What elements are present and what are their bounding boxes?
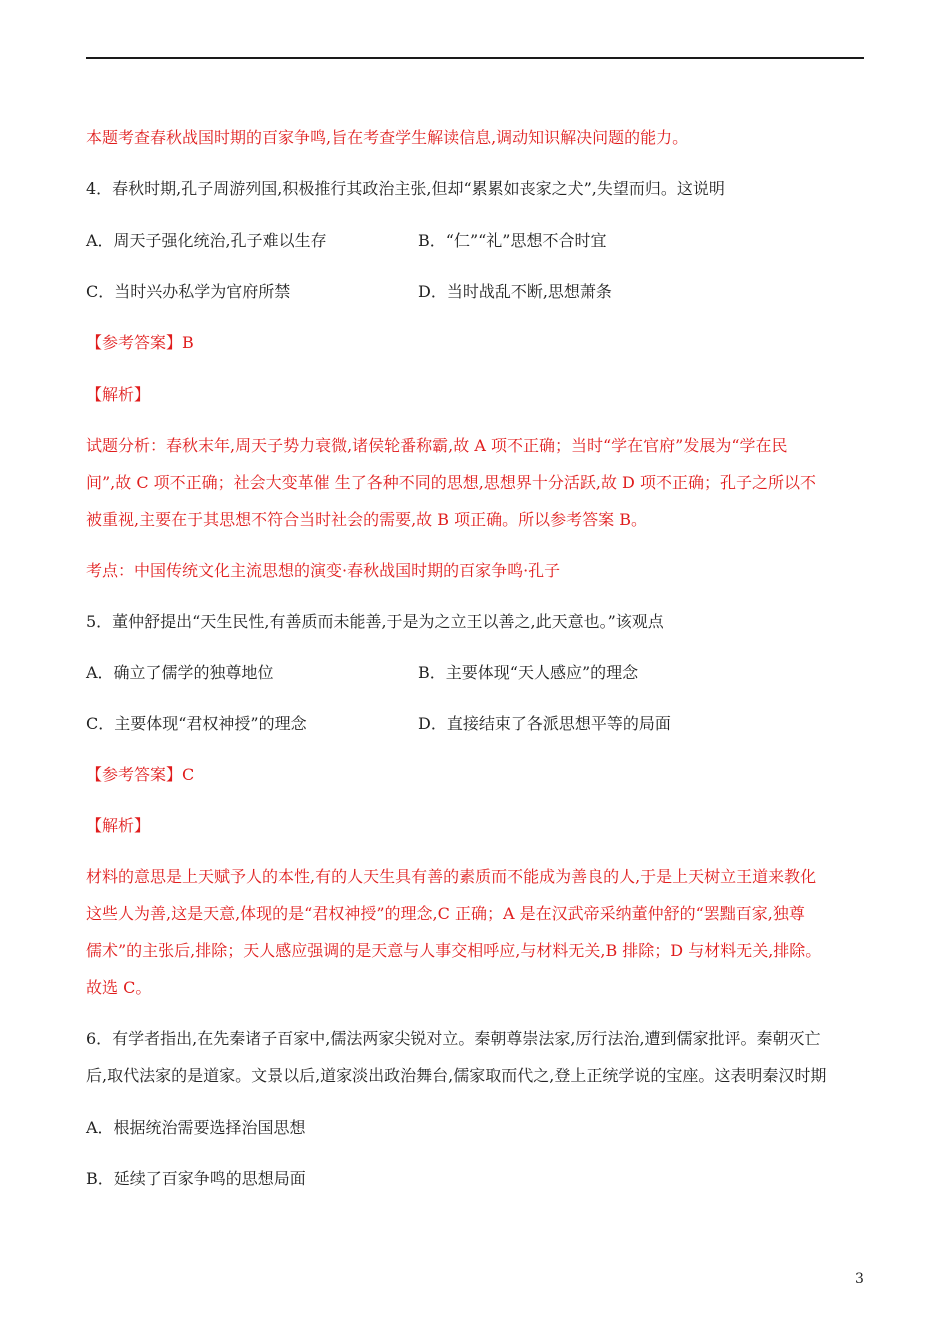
q5-analysis-line-4: 故选 C。	[86, 978, 152, 997]
q5-analysis-line-1: 材料的意思是上天赋予人的本性,有的人天生具有善的素质而不能成为善良的人,于是上天树立王道来教化	[86, 867, 817, 886]
page-number: 3	[855, 1271, 864, 1287]
q5-option-d: D．直接结束了各派思想平等的局面	[418, 714, 671, 733]
q4-option-d: D．当时战乱不断,思想萧条	[418, 282, 612, 301]
q4-analysis-line-3: 被重视,主要在于其思想不符合当时社会的需要,故 B 项正确。所以参考答案 B。	[86, 510, 647, 529]
q6-option-a: A．根据统治需要选择治国思想	[86, 1118, 306, 1137]
q5-option-c: C．主要体现“君权神授”的理念	[86, 714, 307, 733]
q4-stem: 4．春秋时期,孔子周游列国,积极推行其政治主张,但却“累累如丧家之犬”,失望而归。这说明	[86, 179, 725, 198]
header-rule	[86, 57, 864, 59]
q4-analysis-line-1: 试题分析：春秋末年,周天子势力衰微,诸侯轮番称霸,故 A 项不正确；当时“学在官府”发展为“学在民	[86, 436, 788, 455]
q5-answer: 【参考答案】C	[86, 765, 195, 784]
q4-answer: 【参考答案】B	[86, 333, 194, 352]
q5-option-a: A．确立了儒学的独尊地位	[86, 663, 274, 682]
q4-option-b: B．“仁”“礼”思想不合时宜	[418, 231, 607, 250]
q4-option-c: C．当时兴办私学为官府所禁	[86, 282, 291, 301]
q4-kaodian: 考点：中国传统文化主流思想的演变·春秋战国时期的百家争鸣·孔子	[86, 561, 561, 580]
q5-analysis-title: 【解析】	[86, 816, 151, 835]
q4-option-a: A．周天子强化统治,孔子难以生存	[86, 231, 327, 250]
q5-analysis-line-3: 儒术”的主张后,排除；天人感应强调的是天意与人事交相呼应,与材料无关,B 排除；D 与材料无关,排除。	[86, 941, 822, 960]
q6-stem-line-1: 6．有学者指出,在先秦诸子百家中,儒法两家尖锐对立。秦朝尊崇法家,厉行法治,遭到儒家批评。秦朝灭亡	[86, 1029, 821, 1048]
q4-analysis-line-2: 间”,故 C 项不正确；社会大变革催 生了各种不同的思想,思想界十分活跃,故 D 项不正确；孔子之所以不	[86, 473, 816, 492]
q5-stem: 5．董仲舒提出“天生民性,有善质而未能善,于是为之立王以善之,此天意也。”该观点	[86, 612, 664, 631]
q6-stem-line-2: 后,取代法家的是道家。文景以后,道家淡出政治舞台,儒家取而代之,登上正统学说的宝座。这表明秦汉时期	[86, 1066, 827, 1085]
intro-text: 本题考查春秋战国时期的百家争鸣,旨在考查学生解读信息,调动知识解决问题的能力。	[86, 128, 689, 147]
q5-option-b: B．主要体现“天人感应”的理念	[418, 663, 639, 682]
q6-option-b: B．延续了百家争鸣的思想局面	[86, 1169, 306, 1188]
q4-analysis-title: 【解析】	[86, 385, 151, 404]
q5-analysis-line-2: 这些人为善,这是天意,体现的是“君权神授”的理念,C 正确；A 是在汉武帝采纳董仲舒的“罢黜百家,独尊	[86, 904, 805, 923]
